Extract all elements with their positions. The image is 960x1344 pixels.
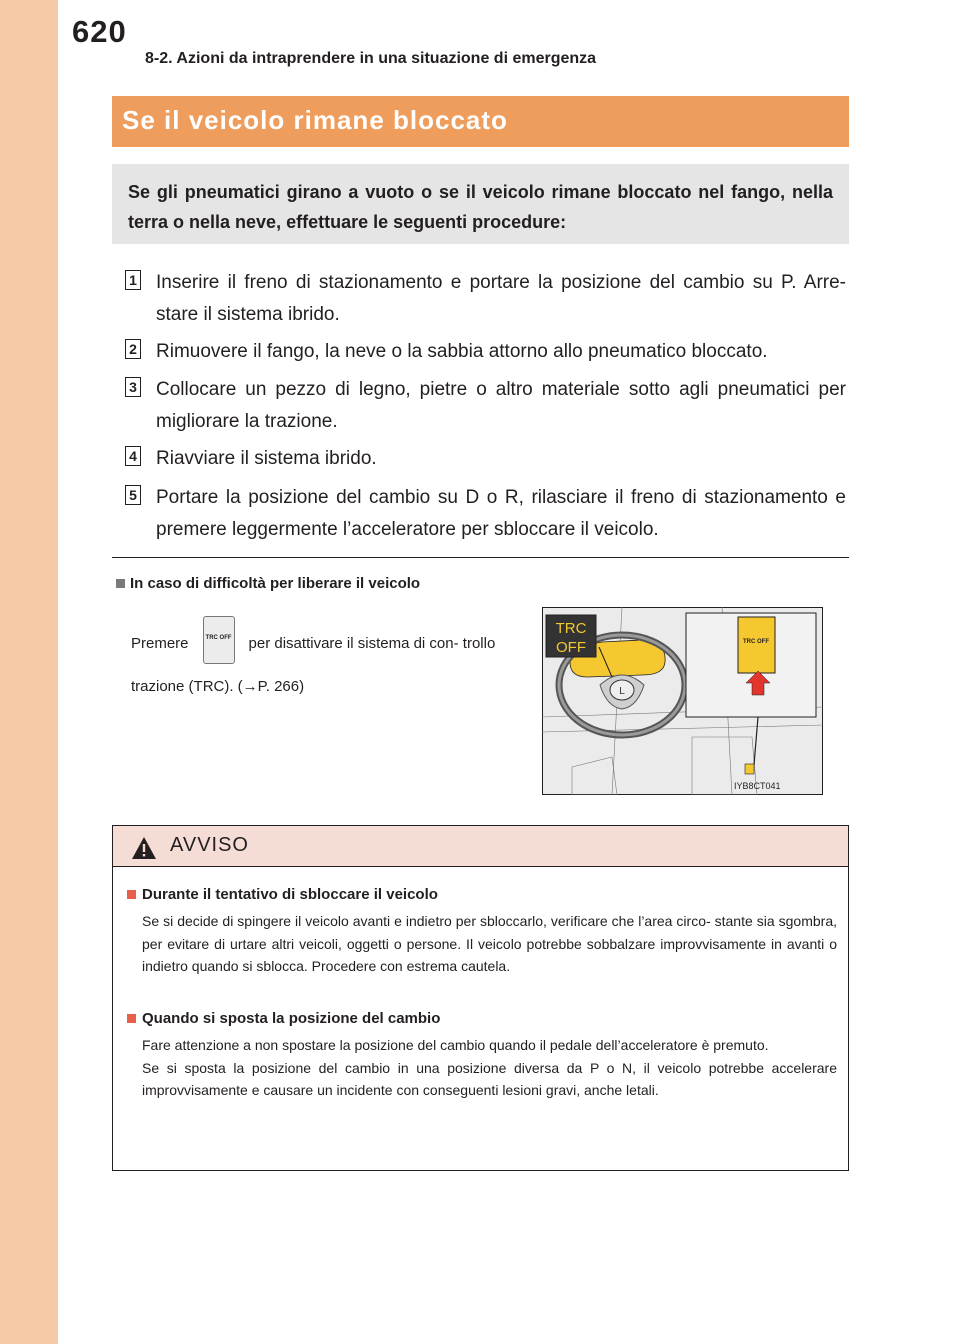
svg-text:L: L	[619, 686, 625, 697]
square-bullet-icon	[127, 1014, 136, 1023]
step-number: 3	[125, 377, 141, 397]
section-title: Se il veicolo rimane bloccato	[122, 105, 508, 135]
page-number: 620	[72, 14, 127, 49]
dashboard-illustration	[542, 607, 823, 795]
trc-off-switch-icon	[203, 616, 235, 664]
warning-item	[127, 884, 837, 978]
square-bullet-icon	[116, 579, 125, 588]
trc-switch-label: TRC OFF	[205, 635, 232, 641]
hint-text-after: per disattivare il sistema di con- trollo trazione (TRC). (→P. 266)	[131, 634, 496, 695]
warning-box	[112, 825, 849, 1171]
section-reference: 8-2. Azioni da intraprendere in una situazione di emergenza	[145, 50, 597, 67]
figure-code: IYB8CT041	[734, 781, 781, 791]
trc-off-switch-zoom	[738, 617, 775, 673]
hint-text	[131, 620, 519, 706]
step-number: 5	[125, 485, 141, 505]
step-number: 4	[125, 446, 141, 466]
section-divider	[112, 557, 849, 558]
intro-text: Se gli pneumatici girano a vuoto o se il veicolo rimane bloccato nel fango, nella terra o nella neve, effettuare le seguenti procedure:	[128, 182, 833, 232]
indicator-line2: OFF	[556, 639, 586, 656]
warning-item	[127, 1008, 837, 1102]
step-number: 2	[125, 339, 141, 359]
step-text: Inserire il freno di stazionamento e portare la posizione del cambio su P. Arre- stare il sistema ibrido.	[156, 272, 846, 325]
section-title-bar	[112, 96, 849, 147]
step-text: Portare la posizione del cambio su D o R, rilasciare il freno di stazionamento e premere leggermente l’acceleratore per sbloccare il veicolo.	[156, 487, 846, 540]
warning-label: AVVISO	[170, 834, 249, 856]
intro-box	[112, 164, 849, 244]
switch-label: TRC OFF	[743, 639, 769, 645]
warning-item-title: Durante il tentativo di sbloccare il veicolo	[127, 884, 837, 906]
hint-heading	[116, 575, 420, 592]
side-tab-band	[0, 0, 58, 1344]
hint-title: In caso di difficoltà per liberare il veicolo	[130, 575, 421, 592]
square-bullet-icon	[127, 890, 136, 899]
indicator-line1: TRC	[555, 620, 587, 637]
warning-triangle-icon	[131, 836, 157, 860]
warning-paragraph: Se si sposta la posizione del cambio in una posizione diversa da P o N, il veicolo potrebbe accelerare improvvisamente e causare un incidente con conseguenti lesioni gravi, anche letali.	[142, 1059, 837, 1098]
hint-text-before: Premere	[131, 634, 189, 652]
warning-paragraph: Fare attenzione a non spostare la posizione del cambio quando il pedale dell’acceleratore è premuto.	[142, 1037, 769, 1053]
step-number: 1	[125, 270, 141, 290]
step-text: Collocare un pezzo di legno, pietre o altro materiale sotto agli pneumatici per migliorare la trazione.	[156, 379, 846, 432]
step-text: Riavviare il sistema ibrido.	[156, 448, 377, 469]
step-text: Rimuovere il fango, la neve o la sabbia attorno allo pneumatico bloccato.	[156, 341, 768, 362]
warning-header	[113, 826, 848, 867]
warning-paragraph: Se si decide di spingere il veicolo avanti e indietro per sbloccarlo, verificare che l’area circo- stante sia sgombra, per evitare di urtare altri veicoli, oggetti o persone. Il veicolo potrebbe sobbalzare improvvisamente in avanti o indietro quando si sblocca. Procedere con estrema cautela.	[142, 913, 837, 974]
warning-item-title: Quando si sposta la posizione del cambio	[127, 1008, 837, 1030]
